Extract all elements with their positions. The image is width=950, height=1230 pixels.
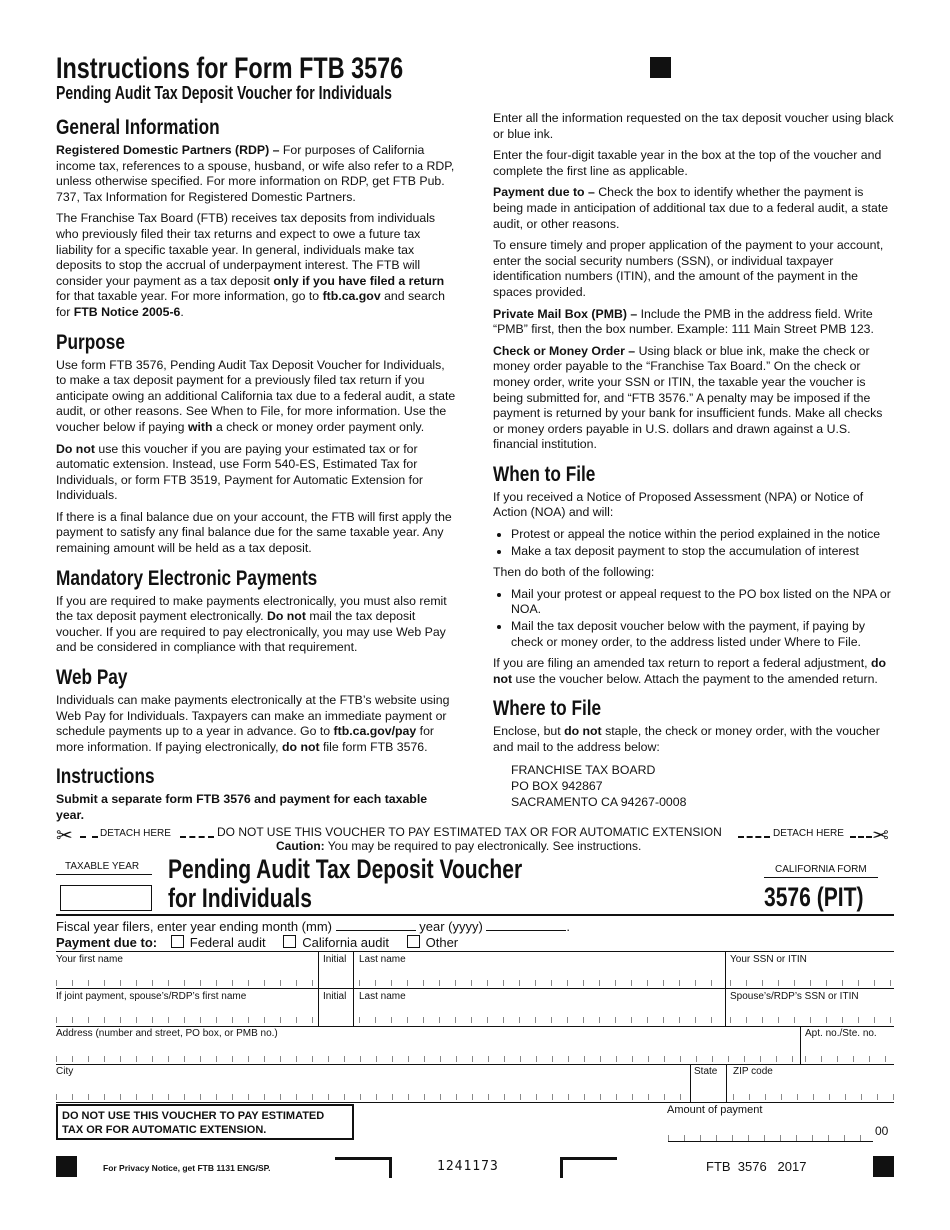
page-subtitle: Pending Audit Tax Deposit Voucher for Individuals xyxy=(56,83,392,103)
privacy-notice: For Privacy Notice, get FTB 1131 ENG/SP. xyxy=(103,1163,271,1173)
when-list xyxy=(493,527,895,559)
registration-mark xyxy=(56,1156,77,1177)
detach-here-left: DETACH HERE xyxy=(100,828,171,839)
instructions-heading: Instructions xyxy=(56,765,155,789)
year-paragraph: Enter the four-digit taxable year in the box at the top of the voucher and complete the first line as applicable. xyxy=(493,148,882,178)
registration-mark xyxy=(650,57,671,78)
apt-label: Apt. no./Ste. no. xyxy=(805,1028,877,1039)
purpose-heading: Purpose xyxy=(56,330,125,354)
mailing-address xyxy=(493,762,895,810)
when-intro: If you received a Notice of Proposed Assessment (NPA) or Notice of Action (NOA) and will: xyxy=(493,489,864,520)
rule xyxy=(690,1064,691,1102)
list-item: • Protest or appeal the notice within the period explained in the notice xyxy=(511,527,895,543)
purpose-paragraph: Use form FTB 3576, Pending Audit Tax Deposit Voucher for Individuals, to make a tax deposit payment for a previously filed tax return if you anticipate owing an additional California tax due to a federal audit, a state audit, or other reasons. See When to File, for more information. Use the voucher below if paying with a check or money order payment only. xyxy=(56,357,456,434)
registration-mark xyxy=(873,1156,894,1177)
fiscal-year-input[interactable] xyxy=(486,918,566,931)
fiscal-year-row xyxy=(56,918,570,934)
first-name-label: Your first name xyxy=(56,954,123,965)
where-paragraph: Enclose, but do not staple, the check or money order, with the voucher and mail to the address below: xyxy=(493,724,880,754)
fiscal-month-input[interactable] xyxy=(336,918,416,931)
scan-bracket-left xyxy=(335,1157,392,1178)
spouse-ssn-label: Spouse’s/RDP’s SSN or ITIN xyxy=(730,991,859,1002)
rule xyxy=(764,877,878,878)
ssn-label: Your SSN or ITIN xyxy=(730,954,807,965)
state-label: State xyxy=(694,1066,718,1077)
rule xyxy=(318,951,319,1027)
instructions-paragraph: Submit a separate form FTB 3576 and payment for each taxable year. xyxy=(56,792,428,822)
zip-label: ZIP code xyxy=(733,1066,773,1077)
rule xyxy=(56,988,894,989)
final-balance-paragraph: If there is a final balance due on your account, the FTB will first apply the payment to satisfy any final balance due for the same taxable year. Any remaining amount will be held as a tax deposit. xyxy=(56,509,452,556)
initial-label: Initial xyxy=(323,954,347,965)
rule xyxy=(353,951,354,1027)
address-line: FRANCHISE TAX BOARD xyxy=(511,762,656,777)
form-id: FTB 3576 2017 xyxy=(706,1159,807,1174)
fiscal-year-label: year (yyyy) xyxy=(419,919,483,934)
rule xyxy=(56,1026,894,1027)
other-checkbox[interactable] xyxy=(407,935,420,948)
address-label: Address (number and street, PO box, or PMB no.) xyxy=(56,1028,278,1039)
voucher-warning: DO NOT USE THIS VOUCHER TO PAY ESTIMATED TAX OR FOR AUTOMATIC EXTENSION xyxy=(217,825,722,839)
spouse-last-name-label: Last name xyxy=(359,991,406,1002)
spouse-ssn-input[interactable] xyxy=(730,1017,894,1023)
first-name-input[interactable] xyxy=(56,980,314,986)
list-item: • Mail your protest or appeal request to the PO box listed on the NPA or NOA. xyxy=(511,587,895,618)
address-input[interactable] xyxy=(56,1056,796,1062)
payment-due-paragraph: Payment due to – Check the box to identify whether the payment is being made in anticipation of additional tax due to a federal audit, a state audit, or other reasons. xyxy=(493,185,889,231)
rule xyxy=(56,951,894,952)
then-list xyxy=(493,587,895,650)
pmb-paragraph: Private Mail Box (PMB) – Include the PMB in the address field. Write “PMB” first, then the box number. Example: 111 Main Street PMB 123. xyxy=(493,306,874,337)
last-name-input[interactable] xyxy=(359,980,721,986)
detach-here-right: DETACH HERE xyxy=(773,828,844,839)
rule xyxy=(726,1064,727,1102)
check-money-order-paragraph: Check or Money Order – Using black or blue ink, make the check or money order payable to the “Franchise Tax Board.” On the check or money order, write your SSN or ITIN, the taxable year the voucher is being submitted for, and “FTB 3576.” A penalty may be imposed if the payment is returned by your bank for insufficient funds. Make all checks or money orders payable in U.S. dollars and drawn against a U.S. financial institution. xyxy=(493,343,883,452)
address-line: SACRAMENTO CA 94267-0008 xyxy=(511,794,687,809)
detach-dash xyxy=(738,836,770,838)
detach-dash xyxy=(850,836,872,838)
ssn-input[interactable] xyxy=(730,980,894,986)
web-pay-heading: Web Pay xyxy=(56,666,128,690)
city-label: City xyxy=(56,1066,74,1077)
detach-dash xyxy=(80,836,98,838)
scissors-left-icon: ✂ xyxy=(56,825,73,847)
spouse-initial-label: Initial xyxy=(323,991,347,1002)
caution-text: Caution: You may be required to pay electronically. See instructions. xyxy=(276,839,642,853)
rule xyxy=(725,951,726,1027)
amended-paragraph: If you are filing an amended tax return to report a federal adjustment, do not use the voucher below. Attach the payment to the amended return. xyxy=(493,656,887,686)
rule xyxy=(800,1026,801,1064)
rule xyxy=(56,1064,894,1065)
california-audit-checkbox[interactable] xyxy=(283,935,296,948)
form-code: 1241173 xyxy=(437,1159,499,1174)
rule xyxy=(668,1141,873,1142)
mandatory-electronic-payments-heading: Mandatory Electronic Payments xyxy=(56,566,318,590)
federal-audit-checkbox[interactable] xyxy=(171,935,184,948)
when-to-file-heading: When to File xyxy=(493,462,596,486)
rule xyxy=(56,914,894,916)
payment-due-row xyxy=(56,935,458,950)
general-information-heading: General Information xyxy=(56,116,220,139)
fiscal-label: Fiscal year filers, enter year ending month (mm) xyxy=(56,919,332,934)
page-title: Instructions for Form FTB 3576 xyxy=(56,52,404,85)
voucher-title: Pending Audit Tax Deposit Voucher for Individuals xyxy=(168,854,523,913)
fiscal-period: . xyxy=(566,919,571,934)
list-item: • Make a tax deposit payment to stop the accumulation of interest xyxy=(511,544,895,560)
amount-cents: 00 xyxy=(875,1124,889,1138)
rule xyxy=(56,1102,894,1103)
voucher-warning-box: DO NOT USE THIS VOUCHER TO PAY ESTIMATED TAX OR FOR AUTOMATIC EXTENSION. xyxy=(56,1104,354,1140)
spouse-first-name-label: If joint payment, spouse’s/RDP’s first name xyxy=(56,991,247,1002)
city-input[interactable] xyxy=(56,1094,686,1100)
left-column xyxy=(56,106,458,830)
taxable-year-input[interactable] xyxy=(60,885,152,911)
ink-paragraph: Enter all the information requested on the tax deposit voucher using black or blue ink. xyxy=(493,111,894,141)
taxable-year-label: TAXABLE YEAR xyxy=(65,861,140,872)
ftb-paragraph: The Franchise Tax Board (FTB) receives tax deposits from individuals who previously filed their tax returns and expect to owe a future tax liability for a specific taxable year. In general, individuals make tax deposits to stop the accrual of underpayment interest. The FTB will consider your payment as a tax deposit only if you have filed a return for that taxable year. For more information, go to ftb.ca.gov and search for FTB Notice 2005-6. xyxy=(56,211,445,319)
address-line: PO BOX 942867 xyxy=(511,778,603,793)
spouse-last-name-input[interactable] xyxy=(359,1017,721,1023)
web-pay-paragraph: Individuals can make payments electronically at the FTB’s website using Web Pay for Individuals. Taxpayers can make an immediate payment or schedule payments up to a year in advance. Go to ftb.ca.gov/pay for more information. If paying electronically, do not file form FTB 3576. xyxy=(56,693,450,754)
where-to-file-heading: Where to File xyxy=(493,697,602,721)
scan-bracket-right xyxy=(560,1157,617,1178)
spouse-first-name-input[interactable] xyxy=(56,1017,314,1023)
do-not-paragraph: Do not use this voucher if you are paying your estimated tax or for automatic extension. Instead, use Form 540-ES, Estimated Tax for Individuals, or form FTB 3519, Payment for Automatic Extension for Individuals. xyxy=(56,441,424,503)
mep-paragraph: If you are required to make payments electronically, you must also remit the tax deposit payment electronically. Do not mail the tax deposit voucher. If you are required to pay electronically, you may use Web Pay and be considered in compliance with that requirement. xyxy=(56,593,447,655)
payment-due-label: Payment due to: xyxy=(56,935,158,950)
form-number: 3576 (PIT) xyxy=(764,882,864,912)
other-label: Other xyxy=(425,935,459,950)
california-audit-label: California audit xyxy=(302,935,389,950)
then-text: Then do both of the following: xyxy=(493,565,655,580)
amount-label: Amount of payment xyxy=(667,1104,763,1116)
detach-dash xyxy=(180,836,214,838)
federal-audit-label: Federal audit xyxy=(189,935,266,950)
ssn-paragraph: To ensure timely and proper application of the payment to your account, enter the social security numbers (SSN), or individual taxpayer identification numbers (ITIN), and the amount of the payment in the spaces provided. xyxy=(493,238,884,299)
list-item: • Mail the tax deposit voucher below with the payment, if paying by check or money order, to the address listed under Where to File. xyxy=(511,619,895,650)
right-column xyxy=(493,111,895,814)
rule xyxy=(56,874,152,875)
california-form-label: CALIFORNIA FORM xyxy=(775,864,867,875)
zip-input[interactable] xyxy=(733,1094,894,1100)
apt-input[interactable] xyxy=(805,1056,894,1062)
last-name-label: Last name xyxy=(359,954,406,965)
rdp-paragraph: Registered Domestic Partners (RDP) – For purposes of California income tax, references to a spouse, husband, or wife also refer to a RDP, unless otherwise specified. For more information on RDP, get FTB Pub. 737, Tax Information for Registered Domestic Partners. xyxy=(56,143,455,204)
scissors-right-icon: ✂ xyxy=(872,825,889,847)
